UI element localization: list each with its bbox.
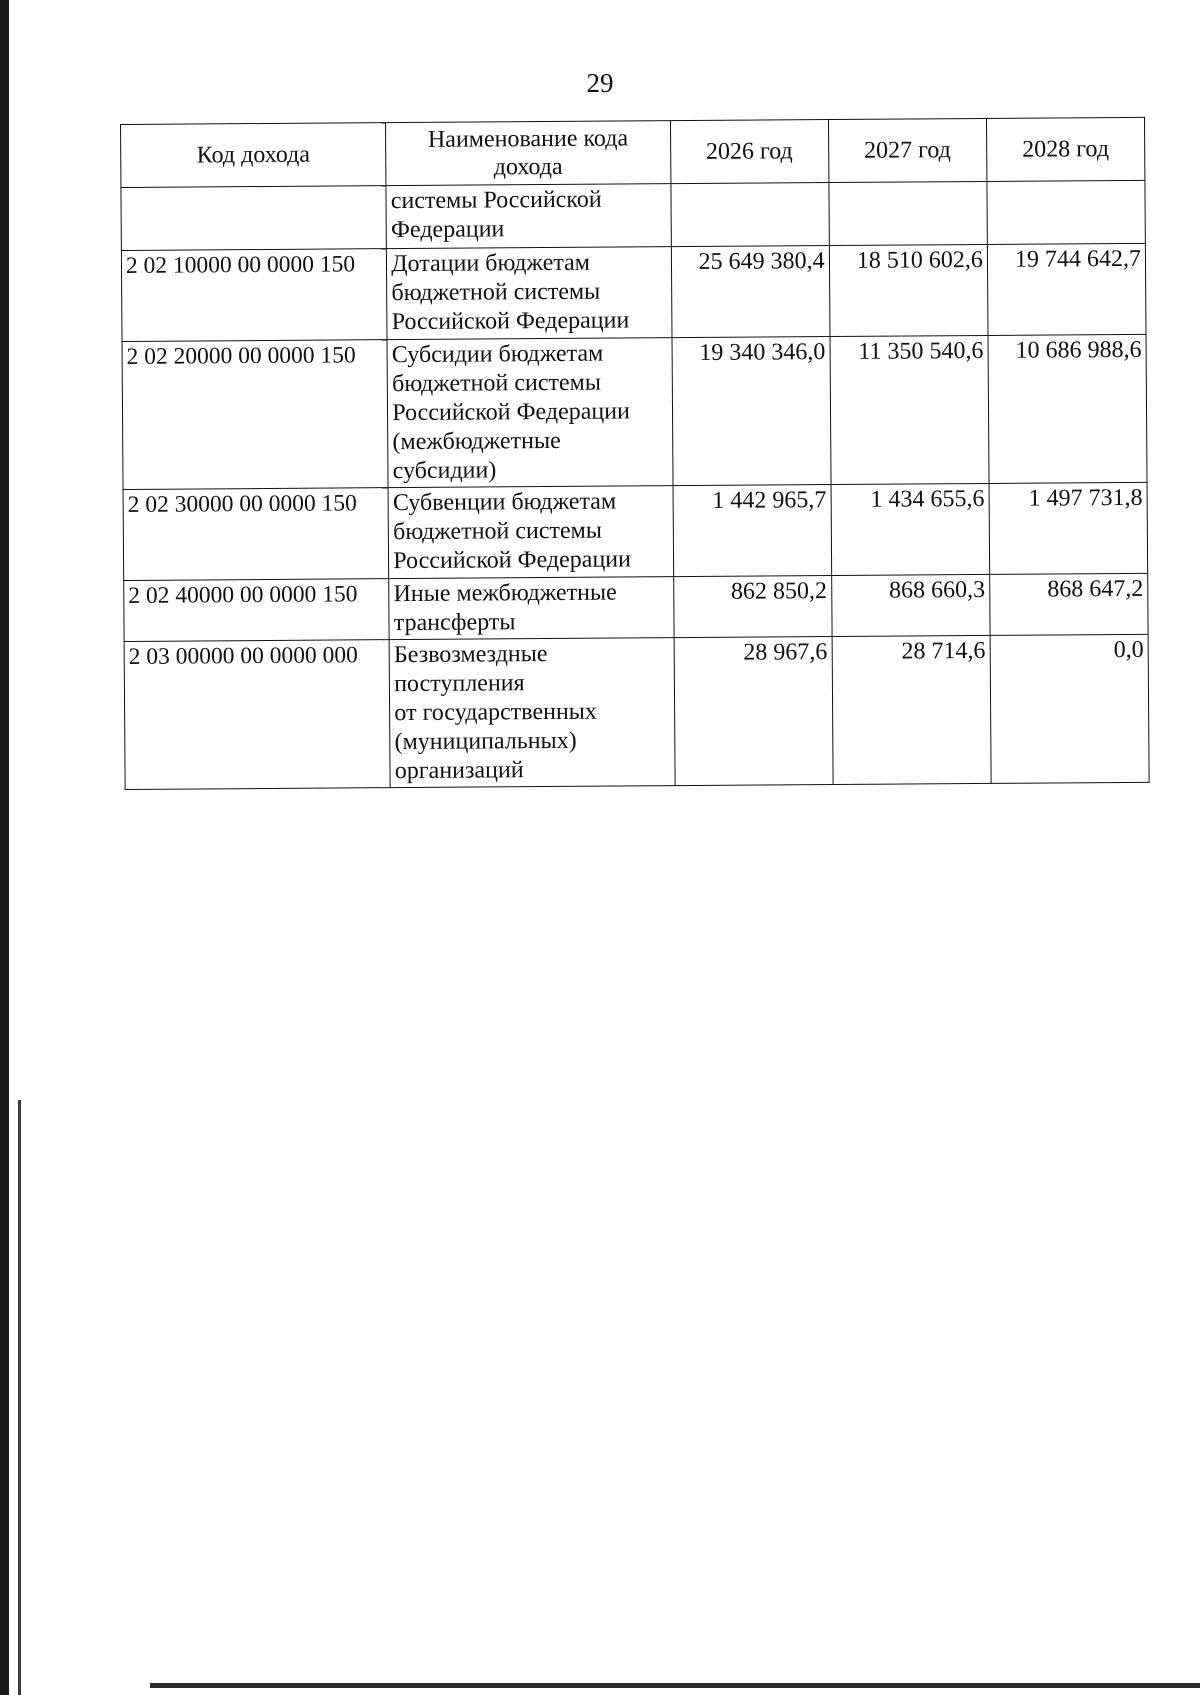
cell-name: системы Российской Федерации	[386, 184, 671, 249]
cell-2028	[987, 180, 1146, 244]
cell-2027: 18 510 602,6	[829, 244, 988, 336]
cell-2028: 0,0	[990, 634, 1149, 783]
scan-left-edge	[0, 0, 9, 1695]
table-row	[123, 482, 1148, 580]
header-2026: 2026 год	[670, 120, 829, 184]
scan-left-shadow	[18, 1100, 21, 1695]
cell-2028: 868 647,2	[989, 573, 1148, 635]
cell-2026: 862 850,2	[673, 576, 832, 638]
cell-name: Субвенции бюджетам бюджетной системы Российской Федерации	[388, 486, 673, 579]
cell-code: 2 03 00000 00 0000 000	[124, 640, 390, 790]
header-code: Код дохода	[121, 123, 387, 188]
header-name: Наименование кода дохода	[386, 121, 671, 186]
cell-2027: 868 660,3	[831, 574, 990, 636]
cell-2026: 1 442 965,7	[673, 485, 832, 577]
table-row	[121, 243, 1146, 341]
cell-code	[121, 186, 387, 251]
cell-name: Дотации бюджетам бюджетной системы Российской Федерации	[387, 247, 672, 340]
cell-2026: 19 340 346,0	[672, 337, 831, 486]
cell-name: Иные межбюджетные трансферты	[389, 577, 674, 640]
cell-2026: 25 649 380,4	[671, 246, 830, 338]
header-2027: 2027 год	[828, 118, 987, 182]
cell-code: 2 02 40000 00 0000 150	[124, 579, 390, 642]
cell-code: 2 02 20000 00 0000 150	[122, 340, 388, 490]
page-number: 29	[586, 68, 614, 98]
cell-2027	[829, 181, 988, 245]
cell-2027: 11 350 540,6	[830, 335, 989, 484]
cell-2028: 19 744 642,7	[987, 243, 1146, 335]
cell-2026	[670, 183, 829, 247]
cell-2028: 10 686 988,6	[988, 334, 1147, 483]
cell-code: 2 02 30000 00 0000 150	[123, 488, 389, 581]
revenue-table	[120, 117, 1150, 790]
cell-2028: 1 497 731,8	[989, 482, 1148, 574]
table-row	[124, 573, 1148, 641]
cell-2027: 1 434 655,6	[831, 483, 990, 575]
header-2028: 2028 год	[986, 117, 1145, 181]
table-row	[122, 334, 1147, 489]
table-row	[124, 634, 1149, 789]
scan-bottom-edge	[150, 1683, 1200, 1688]
header-row	[121, 117, 1145, 187]
cell-name: Субсидии бюджетам бюджетной системы Российской Федерации (межбюджетные субсидии)	[387, 338, 672, 488]
cell-code: 2 02 10000 00 0000 150	[121, 249, 387, 342]
cell-2026: 28 967,6	[674, 637, 833, 786]
table-row-continuation	[121, 180, 1145, 250]
cell-2027: 28 714,6	[832, 635, 991, 784]
cell-name: Безвозмездные поступления от государственных (муниципальных) организаций	[389, 638, 674, 788]
